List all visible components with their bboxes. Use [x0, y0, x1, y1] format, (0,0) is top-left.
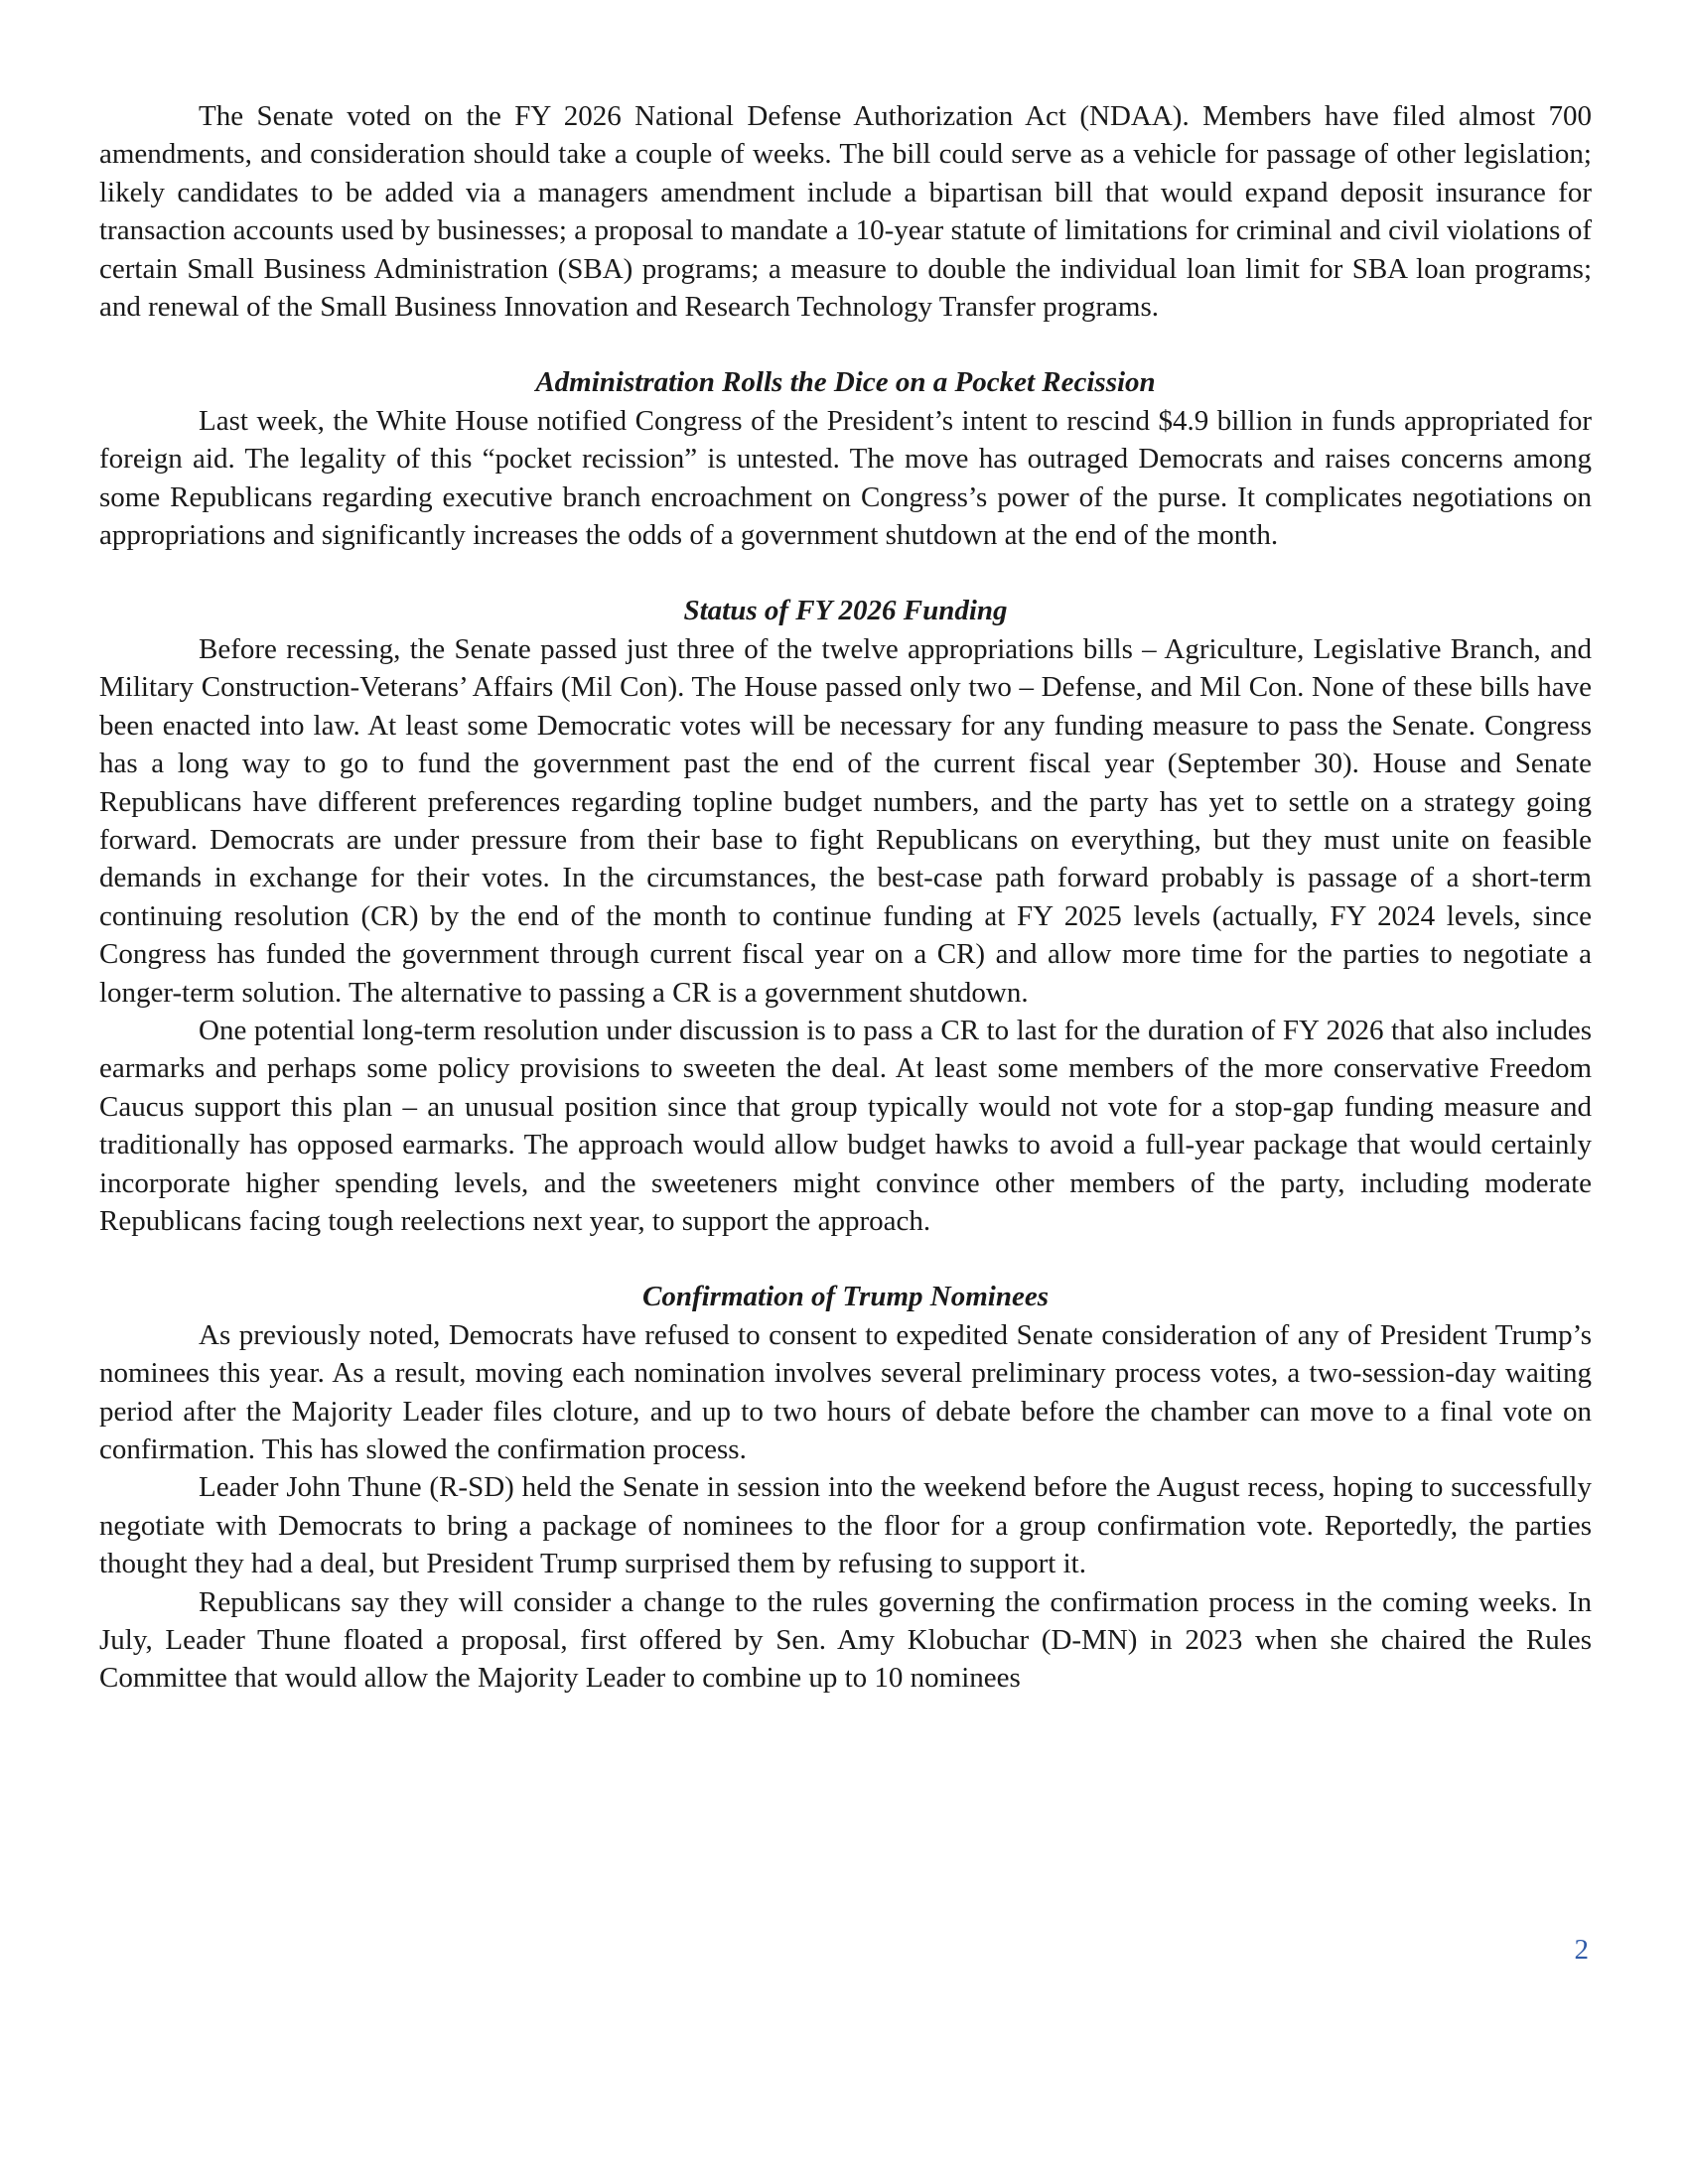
intro-paragraph: The Senate voted on the FY 2026 National Defense Authorization Act (NDAA). Members have filed almost 700 amendments, and consideration should take a couple of weeks. The bill could serve as a vehicle for passage of other legislation; likely candidates to be added via a managers amendment include a bipartisan bill that would expand deposit insurance for transaction accounts used by businesses; a proposal to mandate a 10-year statute of limitations for criminal and civil violations of certain Small Business Administration (SBA) programs; a measure to double the individual loan limit for SBA loan programs; and renewal of the Small Business Innovation and Research Technology Transfer programs.	[99, 100, 1592, 324]
section-paragraph: Before recessing, the Senate passed just three of the twelve appropriations bills – Agriculture, Legislative Branch, and Military Construction-Veterans’ Affairs (Mil Con). The House passed only two – Defense, and Mil Con. None of these bills have been enacted into law. At least some Democratic votes will be necessary for any funding measure to pass the Senate. Congress has a long way to go to fund the government past the end of the current fiscal year (September 30). House and Senate Republicans have different preferences regarding topline budget numbers, and the party has yet to settle on a strategy going forward. Democrats are under pressure from their base to fight Republicans on everything, but they must unite on feasible demands in exchange for their votes. In the circumstances, the best-case path forward probably is passage of a short-term continuing resolution (CR) by the end of the month to continue funding at FY 2025 levels (actually, FY 2024 levels, since Congress has funded the government through current fiscal year on a CR) and allow more time for the parties to negotiate a longer-term solution. The alternative to passing a CR is a government shutdown.	[99, 632, 1592, 1009]
section-paragraph: Last week, the White House notified Congress of the President’s intent to rescind $4.9 billion in funds appropriated for foreign aid. The legality of this “pocket recission” is untested. The move has outraged Democrats and raises concerns among some Republicans regarding executive branch encroachment on Congress’s power of the purse. It complicates negotiations on appropriations and significantly increases the odds of a government shutdown at the end of the month.	[99, 404, 1592, 552]
document-body	[99, 97, 1592, 1698]
section-heading: Administration Rolls the Dice on a Pocket Recission	[535, 366, 1156, 399]
page-number: 2	[1574, 1934, 1589, 1966]
section-paragraph: As previously noted, Democrats have refused to consent to expedited Senate consideration of any of President Trump’s nominees this year. As a result, moving each nomination involves several preliminary process votes, a two-session-day waiting period after the Majority Leader files cloture, and up to two hours of debate before the chamber can move to a final vote on confirmation. This has slowed the confirmation process.	[99, 1318, 1592, 1465]
section-paragraph: Leader John Thune (R-SD) held the Senate in session into the weekend before the August recess, hoping to successfully negotiate with Democrats to bring a package of nominees to the floor for a group confirmation vote. Reportedly, the parties thought they had a deal, but President Trump surprised them by refusing to support it.	[99, 1471, 1592, 1580]
section-heading: Confirmation of Trump Nominees	[641, 1281, 1049, 1313]
section-paragraph: One potential long-term resolution under discussion is to pass a CR to last for the duration of FY 2026 that also includes earmarks and perhaps some policy provisions to sweeten the deal. At least some members of the more conservative Freedom Caucus support this plan – an unusual position since that group typically would not vote for a stop-gap funding measure and traditionally has opposed earmarks. The approach would allow budget hawks to avoid a full-year package that would certainly incorporate higher spending levels, and the sweeteners might convince other members of the party, including moderate Republicans facing tough reelections next year, to support the approach.	[99, 1014, 1592, 1237]
section-fy2026-funding	[99, 592, 1592, 1240]
section-paragraph: Republicans say they will consider a change to the rules governing the confirmation process in the coming weeks. In July, Leader Thune floated a proposal, first offered by Sen. Amy Klobuchar (D-MN) in 2023 when she chaired the Rules Committee that would allow the Majority Leader to combine up to 10 nominees	[99, 1585, 1592, 1695]
section-trump-nominees	[99, 1278, 1592, 1697]
section-heading: Status of FY 2026 Funding	[683, 595, 1008, 627]
section-pocket-recission	[99, 363, 1592, 554]
